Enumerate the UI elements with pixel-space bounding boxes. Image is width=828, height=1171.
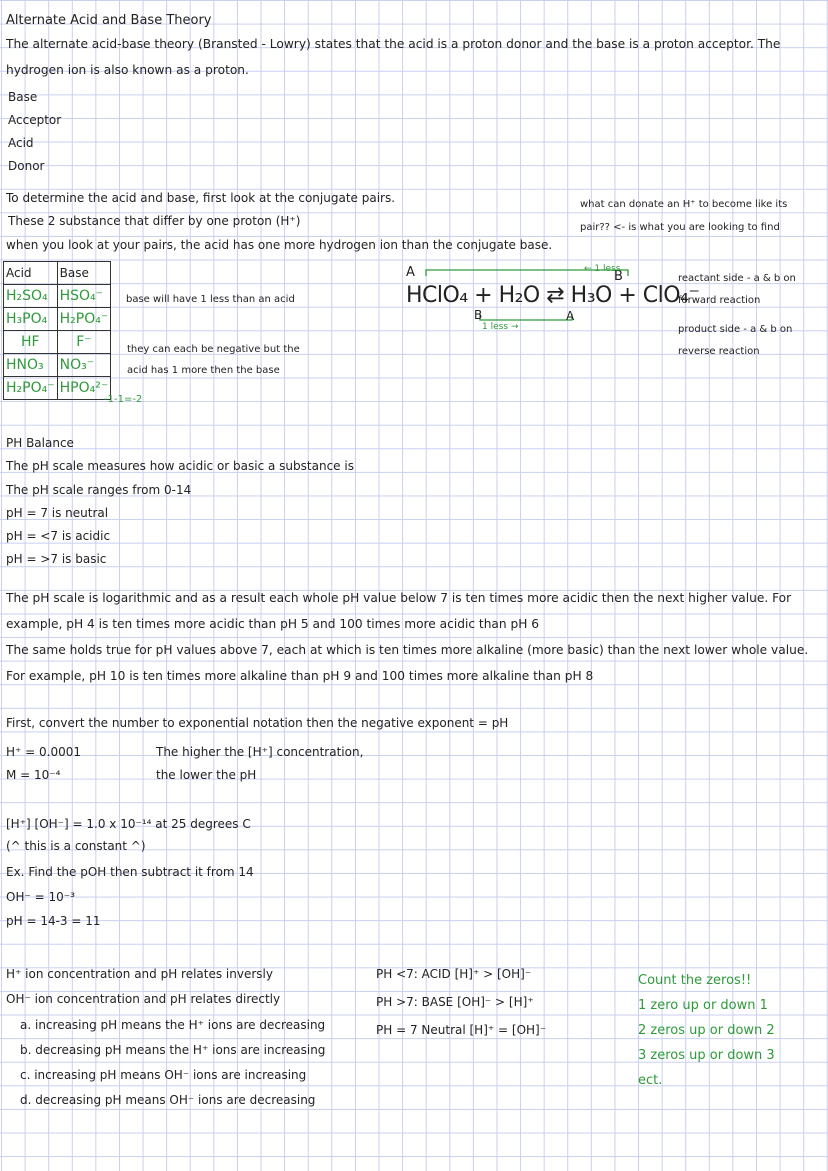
intro-paragraph: The alternate acid-base theory (Bransted - Lowry) states that the acid is a proton donor and the base is a proton acceptor. The hydrogen ion is also known as a proton. [6,37,781,77]
acid-cell: HNO₃ [4,354,58,377]
acid-cell: HF [4,331,58,354]
acid-cell: H₂SO₄ [4,285,58,308]
zeros-heading: Count the zeros!! [638,973,752,988]
charge-note: -1-1=-2 [104,394,143,405]
reaction-equation: HClO₄ + H₂O ⇄ H₃O + ClO₄⁻ [406,283,700,308]
term-base: Base [8,90,38,104]
ph-result: pH = 14-3 = 11 [6,914,101,928]
eq-note-2: forward reaction [678,295,761,306]
table-row [4,331,111,354]
base-cell: F⁻ [57,331,111,354]
eq-note-3: product side - a & b on [678,324,793,335]
table-note-3: acid has 1 more then the base [127,365,280,376]
comparison-acid: PH <7: ACID [H]⁺ > [OH]⁻ [376,967,532,981]
base-cell: HPO₄²⁻ [57,377,111,400]
constant-line: [H⁺] [OH⁻] = 1.0 x 10⁻¹⁴ at 25 degrees C [6,817,251,831]
acid-base-table [3,261,111,400]
table-note-1: base will have 1 less than an acid [126,294,295,305]
term-acid: Acid [8,136,34,150]
eq-note-1: reactant side - a & b on [678,273,796,284]
side-note-2: pair?? <- is what you are looking to find [580,222,780,233]
ph-line: pH = <7 is acidic [6,529,111,543]
example-line: Ex. Find the pOH then subtract it from 14 [6,865,254,879]
table-row [4,354,111,377]
comparison-base: PH >7: BASE [OH]⁻ > [H]⁺ [376,995,534,1009]
zeros-line: ect. [638,1073,663,1088]
relation-line: H⁺ ion concentration and pH relates inversly [6,967,273,981]
label-a-bottom: A [566,309,575,323]
comparison-neutral: PH = 7 Neutral [H]⁺ = [OH]⁻ [376,1023,547,1037]
ph-line: pH = >7 is basic [6,552,107,566]
zeros-line: 2 zeros up or down 2 [638,1023,775,1038]
zeros-line: 1 zero up or down 1 [638,998,768,1013]
header-acid: Acid [4,262,58,285]
ph-heading: PH Balance [6,436,74,450]
relation-line: OH⁻ ion concentration and pH relates directly [6,992,281,1006]
log-paragraph: The pH scale is logarithmic and as a result each whole pH value below 7 is ten times more acidic then the next higher value. For example, pH 4 is ten times more acidic than pH 5 and 100 times more acidic than pH 6 [6,591,792,631]
lower-note: the lower the pH [156,768,257,782]
table-row [4,308,111,331]
side-note-1: what can donate an H⁺ to become like its [580,199,788,210]
label-b-top: B [614,269,623,284]
relation-item: a. increasing pH means the H⁺ ions are decreasing [20,1018,326,1032]
convert-line: First, convert the number to exponential notation then the negative exponent = pH [6,716,509,730]
less-bottom-note: 1 less → [482,322,519,332]
table-header-row [4,262,111,285]
conj-line-2: These 2 substance that differ by one proton (H⁺) [8,214,301,228]
ph-line: The pH scale ranges from 0-14 [6,483,192,497]
higher-note: The higher the [H⁺] concentration, [156,745,364,759]
table-note-2: they can each be negative but the [127,344,300,355]
h-concentration: H⁺ = 0.0001 [6,745,82,759]
conj-line-1: To determine the acid and base, first look at the conjugate pairs. [6,191,396,205]
label-b-bottom: B [474,308,483,322]
base-cell: HSO₄⁻ [57,285,111,308]
base-cell: NO₃⁻ [57,354,111,377]
conj-line-3: when you look at your pairs, the acid has one more hydrogen ion than the conjugate base. [6,238,553,252]
ph-line: pH = 7 is neutral [6,506,109,520]
eq-note-4: reverse reaction [678,346,760,357]
table-row [4,377,111,400]
table-row [4,285,111,308]
relation-item: b. decreasing pH means the H⁺ ions are increasing [20,1043,326,1057]
acid-cell: H₂PO₄⁻ [4,377,58,400]
page-title: Alternate Acid and Base Theory [6,13,212,28]
ph-line: The pH scale measures how acidic or basic a substance is [6,459,354,473]
zeros-line: 3 zeros up or down 3 [638,1048,775,1063]
alkaline-paragraph: The same holds true for pH values above 7, each at which is ten times more alkaline (more basic) than the next lower whole value. For example, pH 10 is ten times more alkaline than pH 9 and 100 times more alkaline than pH 8 [6,643,809,683]
constant-note: (^ this is a constant ^) [6,839,146,853]
relation-item: c. increasing pH means OH⁻ ions are increasing [20,1068,307,1082]
oh-value: OH⁻ = 10⁻³ [6,890,75,904]
label-a-top: A [406,265,415,280]
acid-cell: H₃PO₄ [4,308,58,331]
term-acceptor: Acceptor [8,113,62,127]
header-base: Base [57,262,111,285]
molarity-line: M = 10⁻⁴ [6,768,61,782]
term-donor: Donor [8,159,45,173]
relation-item: d. decreasing pH means OH⁻ ions are decreasing [20,1093,316,1107]
less-top-note: ← 1 less [584,264,621,274]
base-cell: H₂PO₄⁻ [57,308,111,331]
